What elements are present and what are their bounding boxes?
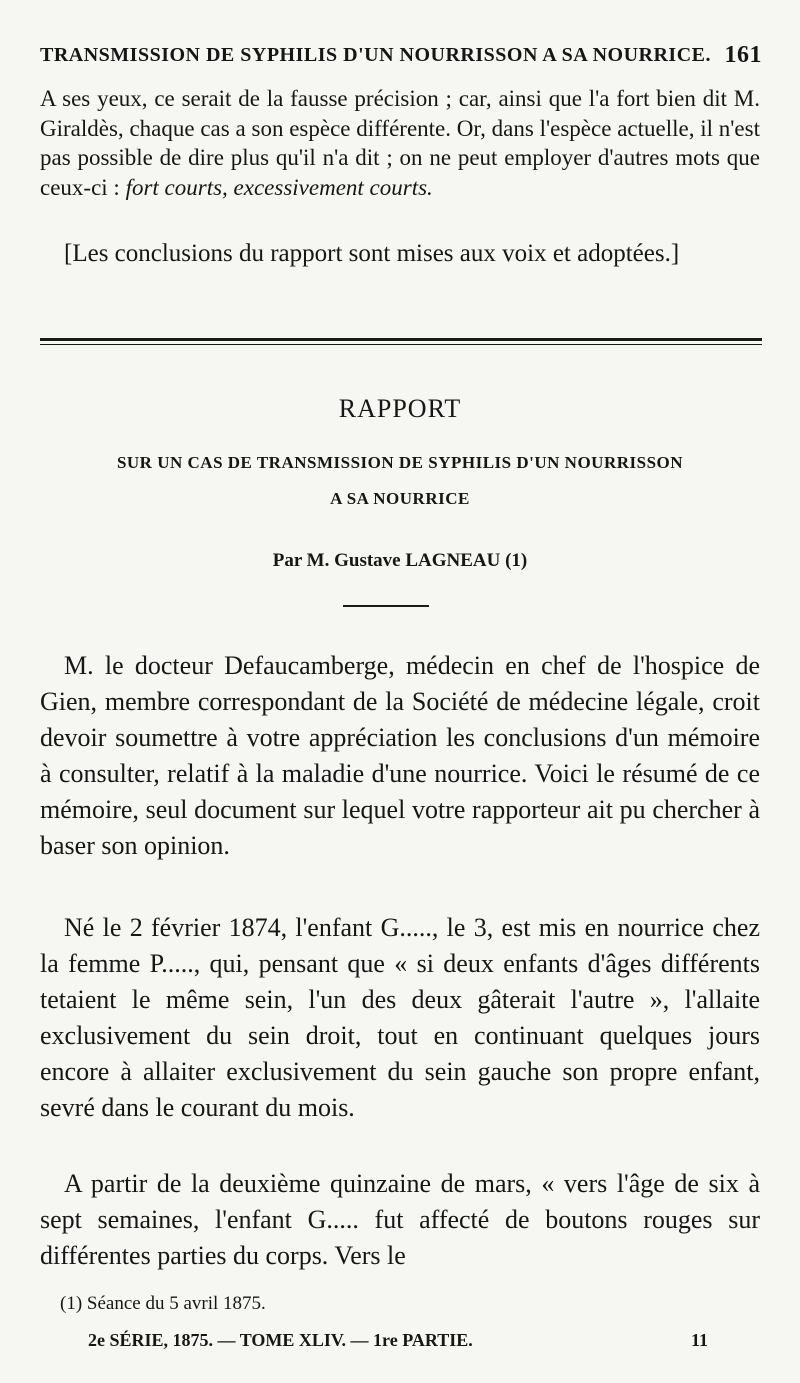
double-rule-top <box>40 338 762 341</box>
report-heading: RAPPORT <box>338 394 462 423</box>
conclusions-note: [Les conclusions du rapport sont mises aux voix et adoptées.] <box>64 240 680 267</box>
footer-sheet-number: 11 <box>690 1330 708 1350</box>
body-paragraph-3: A partir de la deuxième quinzaine de mars, « vers l'âge de six à sept semaines, l'enfant G..... fut affecté de boutons rouges sur différentes parties du corps. Vers le <box>40 1169 760 1270</box>
intro-paragraph <box>40 84 760 202</box>
report-subtitle-line1: SUR UN CAS DE TRANSMISSION DE SYPHILIS D'UN NOURRISSON <box>116 453 684 472</box>
double-rule-bottom <box>40 344 762 345</box>
page-footer <box>88 1330 708 1351</box>
footer-signature: 2e SÉRIE, 1875. — TOME XLIV. — 1re PARTIE. <box>88 1330 473 1350</box>
footnote: (1) Séance du 5 avril 1875. <box>60 1293 266 1314</box>
running-header <box>40 42 762 72</box>
running-title: TRANSMISSION DE SYPHILIS D'UN NOURRISSON A SA NOURRICE. <box>40 44 711 66</box>
intro-italic: fort courts, excessivement courts. <box>125 174 433 200</box>
intro-text: A ses yeux, ce serait de la fausse précision ; car, ainsi que l'a fort bien dit M. Giraldès, chaque cas a son espèce différente. Or, dans l'espèce actuelle, il n'est pas possible de dire plus qu'il n'a dit ; on ne peut employer d'autres mots que ceux-ci : <box>40 86 760 200</box>
body-paragraph-1: M. le docteur Defaucamberge, médecin en chef de l'hospice de Gien, membre correspondant de la Société de médecine légale, croit devoir soumettre à votre appréciation les conclusions d'un mémoire à consulter, relatif à la maladie d'une nourrice. Voici le résumé de ce mémoire, seul document sur lequel votre rapporteur ait pu chercher à baser son opinion. <box>40 651 760 860</box>
short-rule <box>343 605 429 607</box>
page-number: 161 <box>724 42 762 68</box>
report-author: Par M. Gustave LAGNEAU (1) <box>272 550 528 571</box>
body-paragraph-2: Né le 2 février 1874, l'enfant G....., le 3, est mis en nourrice chez la femme P....., qui, pensant que « si deux enfants d'âges différents tetaient le même sein, l'un des deux gâterait l'autre », l'allaite exclusivement du sein droit, tout en continuant quelques jours encore à allaiter exclusivement du sein gauche son propre enfant, sevré dans le courant du mois. <box>40 913 760 1122</box>
report-subtitle-line2: A SA NOURRICE <box>330 489 470 508</box>
